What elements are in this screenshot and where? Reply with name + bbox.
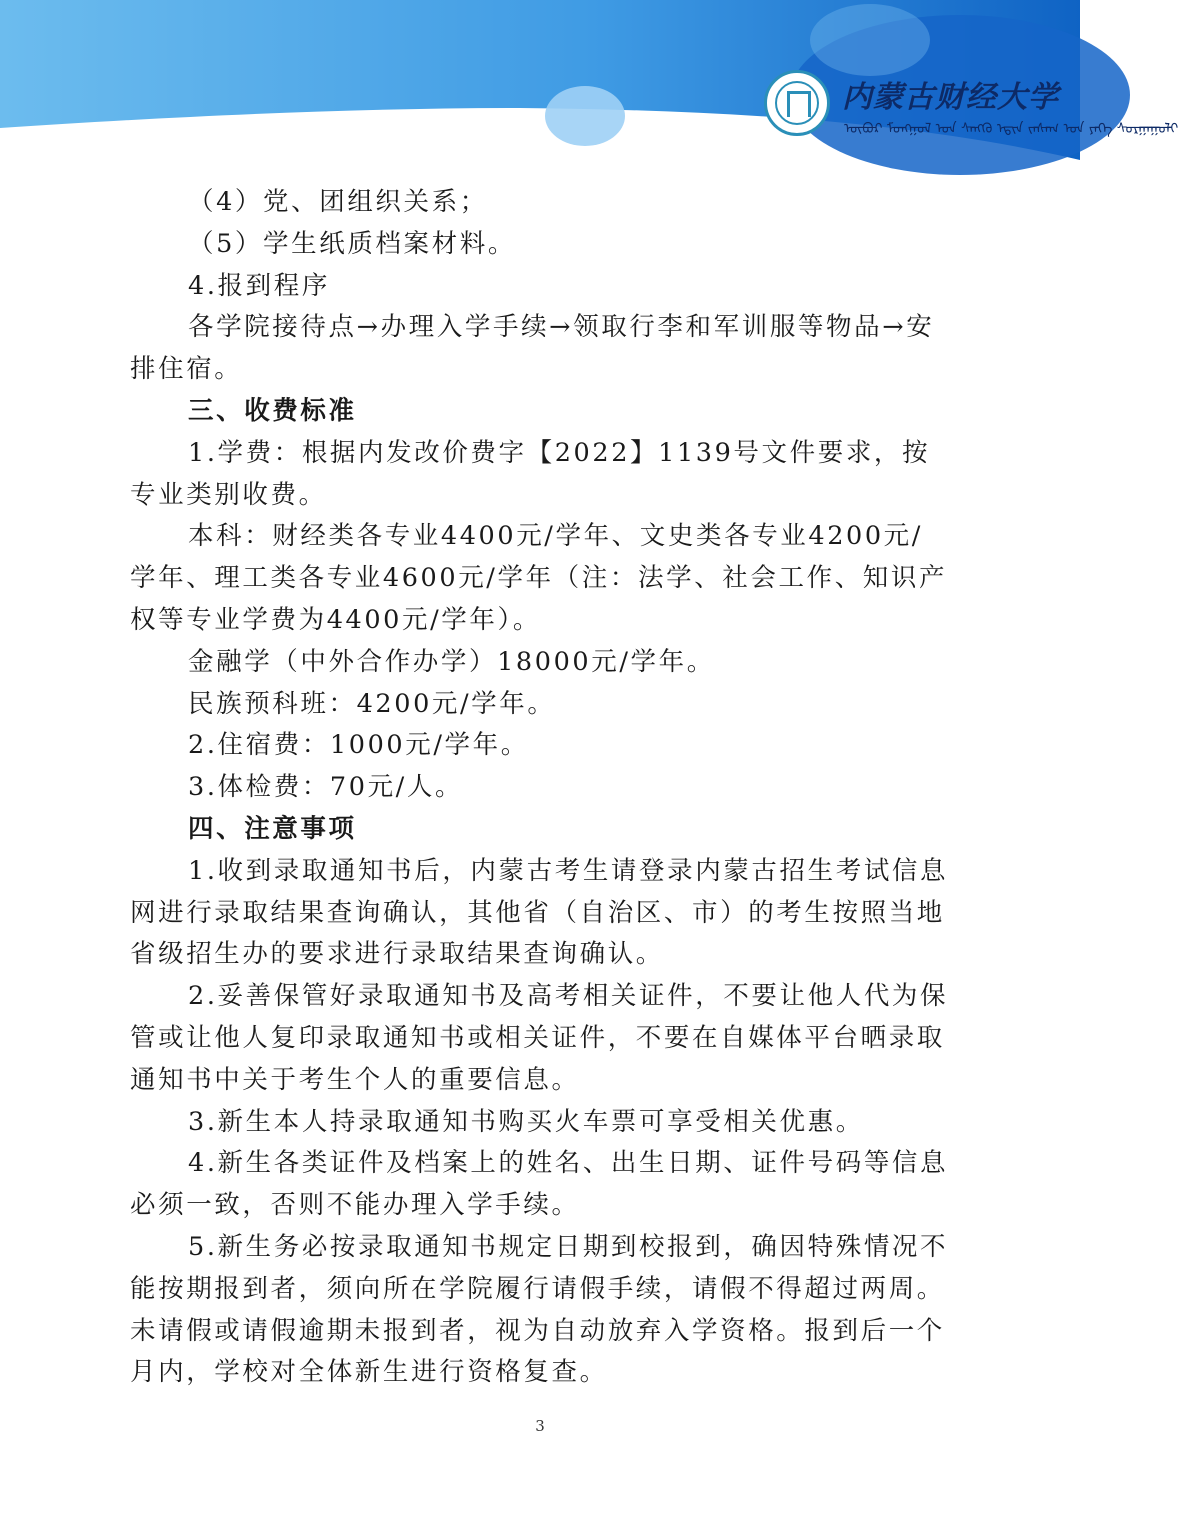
paragraph-preparatory-fee: 民族预科班：4200元/学年。 [188,688,556,719]
list-item-paper-archives: （5）学生纸质档案材料。 [188,228,516,259]
paragraph-undergrad-fees: 本科：财经类各专业4400元/学年、文史类各专业4200元/学年、理工类各专业4600元/学年（注：法学、社会工作、知识产权等专业学费为4400元/学年）。 [130,521,948,635]
paragraph-tuition: 1.学费：根据内发改价费字【2022】1139号文件要求，按专业类别收费。 [130,437,931,510]
university-name: 内蒙古财经大学 [842,80,1059,115]
paragraph-dorm-fee: 2.住宿费：1000元/学年。 [188,730,529,761]
paragraph-note-3: 3.新生本人持录取通知书购买火车票可享受相关优惠。 [188,1106,864,1137]
section-heading-fees: 三、收费标准 [188,395,357,426]
subheading-registration-procedure: 4.报到程序 [188,270,330,301]
paragraph-finance-fee: 金融学（中外合作办学）18000元/学年。 [188,646,715,677]
document-body [130,182,950,1394]
paragraph-medical-fee: 3.体检费：70元/人。 [188,772,464,803]
paragraph-note-1: 1.收到录取通知书后，内蒙古考生请登录内蒙古招生考试信息网进行录取结果查询确认，其他省（自治区、市）的考生按照当地省级招生办的要求进行录取结果查询确认。 [130,855,949,970]
section-heading-notes: 四、注意事项 [188,813,357,844]
paragraph-procedure-steps: 各学院接待点→办理入学手续→领取行李和军训服等物品→安排住宿。 [130,312,935,385]
university-name-mongolian: ᠥᠪᠥᠷ ᠮᠣᠩᠭᠣᠯ ᠤᠨ ᠰᠠᠩᠭᠦ ᠡᠳ᠋ᠢᠨ ᠵᠠᠰᠠᠭ ᠤᠨ ᠶᠡᠬᠡ ᠰᠤᠷᠭᠠᠭᠤᠯᠢ [844,121,1178,137]
page-header-banner [0,0,1178,162]
page-number: 3 [535,1417,545,1435]
university-logo [764,70,1178,137]
list-item-party-relations: （4）党、团组织关系； [188,187,488,217]
paragraph-note-5: 5.新生务必按录取通知书规定日期到校报到，确因特殊情况不能按期报到者，须向所在学院履行请假手续，请假不得超过两周。未请假或请假逾期未报到者，视为自动放弃入学资格。报到后一个月内，学校对全体新生进行资格复查。 [130,1231,949,1388]
paragraph-note-4: 4.新生各类证件及档案上的姓名、出生日期、证件号码等信息必须一致，否则不能办理入学手续。 [130,1148,949,1221]
paragraph-note-2: 2.妥善保管好录取通知书及高考相关证件，不要让他人代为保管或让他人复印录取通知书或相关证件，不要在自媒体平台晒录取通知书中关于考生个人的重要信息。 [130,981,949,1095]
university-seal-icon [764,70,830,136]
